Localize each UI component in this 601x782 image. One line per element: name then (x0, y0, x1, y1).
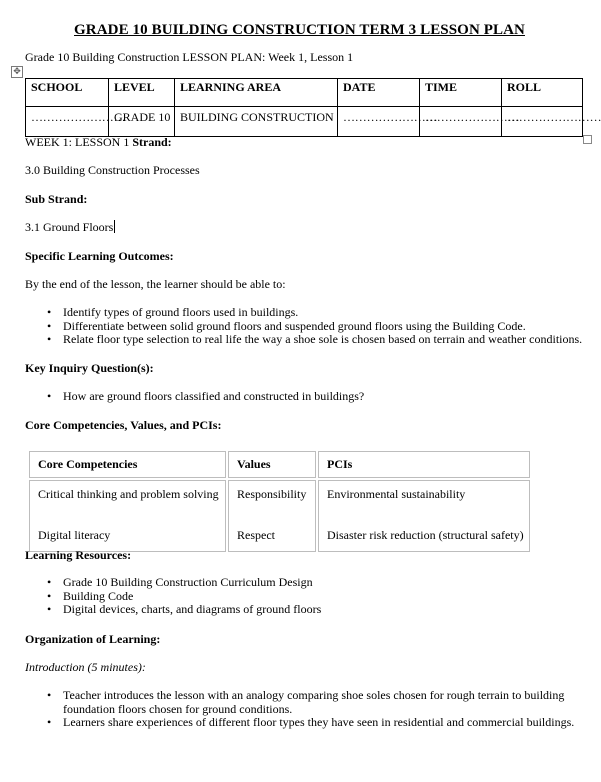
competencies-table (27, 449, 532, 554)
list-item: • How are ground floors classified and constructed in buildings? (47, 390, 364, 404)
sub-strand-value: 3.1 Ground Floors (25, 220, 114, 234)
introduction-label: Introduction (5 minutes): (25, 660, 146, 674)
resize-handle-icon[interactable] (583, 135, 592, 144)
introduction-list (47, 689, 577, 730)
table-cell: Critical thinking and problem solving (38, 487, 219, 501)
lesson-info-table (25, 78, 601, 137)
header-school: SCHOOL (26, 79, 109, 107)
list-item: • Grade 10 Building Construction Curriculum Design (47, 576, 321, 590)
strand-value: 3.0 Building Construction Processes (25, 163, 200, 177)
resources-heading: Learning Resources: (25, 548, 132, 562)
list-item: • Identify types of ground floors used in buildings. (47, 306, 582, 320)
list-item: • Digital devices, charts, and diagrams of ground floors (47, 603, 321, 617)
table-cell: Responsibility (237, 487, 307, 501)
value-roll[interactable]: …………………… (502, 107, 583, 137)
header-pcis: PCIs (318, 451, 530, 478)
outcomes-list (47, 306, 582, 347)
table-row (29, 480, 530, 552)
inquiry-list (47, 390, 364, 404)
table-cell: Disaster risk reduction (structural safety) (327, 528, 524, 542)
header-learning-area: LEARNING AREA (175, 79, 338, 107)
info-header-row (26, 79, 583, 107)
table-cell: Environmental sustainability (327, 487, 466, 501)
sub-strand-label: Sub Strand: (25, 192, 88, 206)
header-time: TIME (420, 79, 502, 107)
header-date: DATE (338, 79, 420, 107)
list-item: • Learners share experiences of different floor types they have seen in residential and commercial buildings. (47, 716, 577, 730)
header-level: LEVEL (109, 79, 175, 107)
header-roll: ROLL (502, 79, 583, 107)
header-values: Values (228, 451, 316, 478)
move-arrows-icon[interactable]: ✥ (11, 66, 23, 78)
table-cell: Respect (237, 528, 275, 542)
competencies-header-row (29, 451, 530, 478)
core-competencies-cell (29, 480, 226, 552)
outcomes-intro: By the end of the lesson, the learner should be able to: (25, 277, 286, 291)
pcis-cell (318, 480, 530, 552)
value-date[interactable]: …………………… (338, 107, 420, 137)
inquiry-heading: Key Inquiry Question(s): (25, 361, 154, 375)
list-item: • Teacher introduces the lesson with an analogy comparing shoe soles chosen for rough terrain to building foundation floors chosen for ground conditions. (47, 689, 577, 716)
week-line (25, 135, 172, 150)
value-learning-area[interactable]: BUILDING CONSTRUCTION (175, 107, 338, 137)
competencies-heading: Core Competencies, Values, and PCIs: (25, 418, 222, 432)
list-item: • Building Code (47, 590, 321, 604)
sub-strand-line[interactable] (25, 220, 115, 235)
text-cursor (114, 220, 115, 233)
organization-heading: Organization of Learning: (25, 632, 161, 646)
page-title: GRADE 10 BUILDING CONSTRUCTION TERM 3 LESSON PLAN (74, 22, 525, 38)
value-school[interactable]: …………………… (26, 107, 109, 137)
outcomes-heading: Specific Learning Outcomes: (25, 249, 174, 263)
list-item: • Relate floor type selection to real life the way a shoe sole is chosen based on terrain and weather conditions. (47, 333, 582, 347)
value-level[interactable]: GRADE 10 (109, 107, 175, 137)
value-time[interactable]: …………………… (420, 107, 502, 137)
strand-label: Strand: (132, 135, 172, 149)
week-lesson-label: WEEK 1: LESSON 1 (25, 135, 133, 149)
lesson-subtitle: Grade 10 Building Construction LESSON PLAN: Week 1, Lesson 1 (25, 50, 354, 64)
table-cell: Digital literacy (38, 528, 111, 542)
resources-list (47, 576, 321, 617)
values-cell (228, 480, 316, 552)
list-item: • Differentiate between solid ground floors and suspended ground floors using the Building Code. (47, 320, 582, 334)
header-core-competencies: Core Competencies (29, 451, 226, 478)
info-value-row (26, 107, 583, 137)
